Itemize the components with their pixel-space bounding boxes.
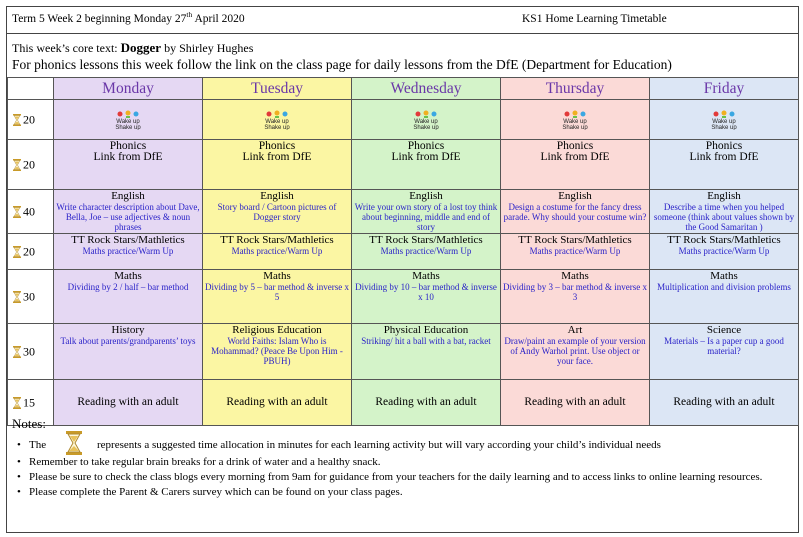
time-minutes: 20 xyxy=(23,244,35,258)
lesson-description: Dividing by 5 – bar method & inverse x 5 xyxy=(205,282,349,302)
lesson-subject: Physical Education xyxy=(383,324,469,336)
note-item: • Please complete the Parent & Carers survey which can be found on your class pages. xyxy=(17,485,787,500)
svg-text:Wake up: Wake up xyxy=(116,118,140,125)
lesson-cell xyxy=(203,324,352,380)
lesson-subject: English xyxy=(558,190,592,202)
lesson-cell xyxy=(650,234,799,270)
lesson-cell xyxy=(650,100,799,140)
lesson-cell xyxy=(501,140,650,190)
lesson-subject: Phonics xyxy=(705,140,743,152)
lesson-description: Design a costume for the fancy dress parade. Why should your costume win? xyxy=(503,202,647,222)
time-allocation-cell xyxy=(8,234,54,270)
lesson-description: Write character description about Dave, Bella, Joe – use adjectives & noun phrases xyxy=(56,202,200,232)
lesson-subject: TT Rock Stars/Mathletics xyxy=(220,234,334,246)
lesson-cell xyxy=(54,190,203,234)
hourglass-icon xyxy=(12,158,22,172)
notes-title: Notes: xyxy=(12,416,46,431)
lesson-description: Link from DfE xyxy=(391,151,461,163)
lesson-subject: Maths xyxy=(412,270,440,282)
svg-text:Shake up: Shake up xyxy=(115,124,141,130)
lesson-subject: English xyxy=(111,190,145,202)
wake-up-shake-up-logo xyxy=(555,110,595,130)
time-allocation-cell xyxy=(8,100,54,140)
ks1-title: KS1 Home Learning Timetable xyxy=(522,13,667,25)
lesson-description: Dividing by 3 – bar method & inverse x 3 xyxy=(503,282,647,302)
lesson-cell xyxy=(650,270,799,324)
header-row xyxy=(7,7,798,34)
lesson-description: Link from DfE xyxy=(689,151,759,163)
corner-cell xyxy=(8,78,54,100)
lesson-description: Link from DfE xyxy=(242,151,312,163)
time-minutes: 15 xyxy=(23,395,35,409)
hourglass-icon xyxy=(63,431,85,455)
lesson-cell xyxy=(54,324,203,380)
lesson-subject: Science xyxy=(706,324,742,336)
note-item: • Remember to take regular brain breaks for a drink of water and a healthy snack. xyxy=(17,455,787,470)
lesson-cell: Reading with an adult xyxy=(352,380,501,426)
note-item: • Please be sure to check the class blogs every morning from 9am for guidance from your teachers for the daily learning and to access links to online learning resources. xyxy=(17,470,787,485)
lesson-cell xyxy=(203,270,352,324)
lesson-cell xyxy=(501,190,650,234)
lesson-cell: Reading with an adult xyxy=(501,380,650,426)
lesson-cell xyxy=(650,324,799,380)
lesson-description: Describe a time when you helped someone (think about values shown by the Good Samaritan ) xyxy=(653,202,795,232)
time-allocation-cell xyxy=(8,270,54,324)
lesson-cell: Reading with an adult xyxy=(54,380,203,426)
time-minutes: 30 xyxy=(23,289,35,303)
timetable-row xyxy=(8,100,799,140)
lesson-subject: TT Rock Stars/Mathletics xyxy=(518,234,632,246)
lesson-subject: Phonics xyxy=(556,140,594,152)
lesson-description: Story board / Cartoon pictures of Dogger story xyxy=(217,202,337,222)
lesson-subject: Religious Education xyxy=(232,324,322,336)
lesson-description: Multiplication and division problems xyxy=(657,282,791,292)
lesson-subject: Maths xyxy=(561,270,589,282)
lesson-subject: TT Rock Stars/Mathletics xyxy=(667,234,781,246)
svg-text:Shake up: Shake up xyxy=(562,124,588,130)
time-minutes: 30 xyxy=(23,344,35,358)
lesson-cell xyxy=(501,234,650,270)
hourglass-icon xyxy=(12,113,22,127)
svg-text:Shake up: Shake up xyxy=(711,124,737,130)
lesson-description: Maths practice/Warm Up xyxy=(82,246,174,256)
time-allocation-cell xyxy=(8,140,54,190)
core-text-title: Dogger xyxy=(120,40,162,55)
lesson-cell xyxy=(352,190,501,234)
lesson-cell xyxy=(352,140,501,190)
timetable-row xyxy=(8,190,799,234)
hourglass-icon xyxy=(12,290,22,304)
timetable-row xyxy=(8,140,799,190)
lesson-cell xyxy=(203,234,352,270)
phonics-note: For phonics lessons this week follow the link on the class page for daily lessons from the DfE (Department for Education) xyxy=(12,57,672,72)
time-minutes: 40 xyxy=(23,204,35,218)
lesson-cell xyxy=(54,270,203,324)
time-allocation-cell xyxy=(8,324,54,380)
wake-up-shake-up-logo xyxy=(704,110,744,130)
lesson-description: Maths practice/Warm Up xyxy=(529,246,621,256)
time-minutes: 20 xyxy=(23,157,35,171)
svg-text:Wake up: Wake up xyxy=(712,118,736,125)
svg-text:Shake up: Shake up xyxy=(413,124,439,130)
timetable-row xyxy=(8,380,799,426)
lesson-description: Dividing by 2 / half – bar method xyxy=(67,282,189,292)
lesson-cell: Reading with an adult xyxy=(203,380,352,426)
lesson-description: Talk about parents/grandparents’ toys xyxy=(60,336,196,346)
lesson-subject: Maths xyxy=(710,270,738,282)
svg-text:Wake up: Wake up xyxy=(265,118,289,125)
lesson-cell xyxy=(54,100,203,140)
lesson-description: Link from DfE xyxy=(540,151,610,163)
lesson-cell xyxy=(650,190,799,234)
wake-up-shake-up-logo xyxy=(257,110,297,130)
lesson-cell xyxy=(352,270,501,324)
term-label: Term 5 Week 2 beginning Monday 27th April 2020 xyxy=(12,10,245,25)
lesson-cell xyxy=(352,100,501,140)
lesson-description: Materials – Is a paper cup a good material? xyxy=(664,336,784,356)
lesson-cell xyxy=(203,190,352,234)
hourglass-icon xyxy=(12,396,22,410)
lesson-cell xyxy=(352,324,501,380)
timetable-row xyxy=(8,270,799,324)
notes-list xyxy=(17,455,787,500)
day-heading-wednesday: Wednesday xyxy=(352,78,501,100)
lesson-subject: Phonics xyxy=(109,140,147,152)
wake-up-shake-up-logo xyxy=(108,110,148,130)
timetable-grid xyxy=(7,77,799,426)
svg-text:Shake up: Shake up xyxy=(264,124,290,130)
lesson-subject: English xyxy=(409,190,443,202)
lesson-subject: English xyxy=(260,190,294,202)
lesson-cell xyxy=(54,140,203,190)
time-allocation-cell xyxy=(8,190,54,234)
lesson-description: Dividing by 10 – bar method & inverse x 10 xyxy=(355,282,497,302)
lesson-description: World Faiths: Islam Who is Mohammad? (Peace Be Upon Him -PBUH) xyxy=(211,336,343,366)
lesson-subject: Maths xyxy=(114,270,142,282)
svg-text:Wake up: Wake up xyxy=(414,118,438,125)
lesson-subject: Art xyxy=(567,324,583,336)
day-heading-monday: Monday xyxy=(54,78,203,100)
lesson-cell xyxy=(203,100,352,140)
day-heading-thursday: Thursday xyxy=(501,78,650,100)
lesson-description: Link from DfE xyxy=(93,151,163,163)
lesson-cell xyxy=(352,234,501,270)
svg-text:Wake up: Wake up xyxy=(563,118,587,125)
lesson-description: Striking/ hit a ball with a bat, racket xyxy=(361,336,491,346)
lesson-cell xyxy=(501,270,650,324)
timetable-row xyxy=(8,324,799,380)
timetable-document: Term 5 Week 2 beginning Monday 27th April 2020 KS1 Home Learning Timetable This week’s core text: Dogger by Shirley Hughes For phonics lessons this week follow the link on the class page for daily lessons from the DfE (Department for Education) Monday Tuesday Wednesday Thursday Friday 20 Wake up Shake up Wake up Shake up Wake up Shake up Wake up Shake up Wake up Shake up 20 Phonics Link from DfE Phonics Link from DfE Phonics Link from DfE Phonics Link from DfE Phonics Link from DfE 40 English Write character description about Dave, Bella, Joe – use adjectives & noun phrases English Story board / Cartoon pictures of Dogger story English Write your own story of a lost toy think about beginning, middle and end of story English Design a costume for the fancy dress parade. Why should your costume win? English Describe a time when you helped someone (think about values shown by the Good Samaritan ) 20 TT Rock Stars/Mathletics Maths practice/Warm Up TT Rock Stars/Mathletics Maths practice/Warm Up TT Rock Stars/Mathletics Maths practice/Warm Up TT Rock Stars/Mathletics Maths practice/Warm Up TT Rock Stars/Mathletics Maths practice/Warm Up 30 Maths Dividing by 2 / half – bar method Maths Dividing by 5 – bar method & inverse x 5 Maths Dividing by 10 – bar method & inverse x 10 Maths Dividing by 3 – bar method & inverse x 3 Maths Multiplication and division problems 30 History Talk about parents/grandparents’ toys Religious Education World Faiths: Islam Who is Mohammad? (Peace Be Upon Him -PBUH) Physical Education Striking/ hit a ball with a bat, racket Art Draw/paint an example of your version of Andy Warhol print. Use object or your face. Science Materials – Is a paper cup a good material? 15 Reading with an adult Reading with an adult Reading with an adult Reading with an adult Reading with an adult Notes: • The represents a suggested time allocation in minutes for each learning activity but will vary according your child’s individual needs • Remember to take regular brain breaks for a drink of water and a healthy snack. • Please be sure to check the class blogs every morning from 9am for guidance from your teachers for the daily learning and to access links to online learning resources. • Please complete the Parent & Carers survey which can be found on your class pages. xyxy=(6,6,799,533)
time-minutes: 20 xyxy=(23,112,35,126)
day-heading-tuesday: Tuesday xyxy=(203,78,352,100)
hourglass-icon xyxy=(12,205,22,219)
lesson-subject: Phonics xyxy=(258,140,296,152)
day-heading-friday: Friday xyxy=(650,78,799,100)
core-text-line: This week’s core text: Dogger by Shirley Hughes xyxy=(12,40,254,55)
lesson-cell xyxy=(54,234,203,270)
lesson-subject: History xyxy=(111,324,145,336)
lesson-description: Draw/paint an example of your version of Andy Warhol print. Use object or your face. xyxy=(504,336,646,366)
lesson-description: Write your own story of a lost toy think about beginning, middle and end of story xyxy=(354,202,498,232)
lesson-cell xyxy=(501,324,650,380)
wake-up-shake-up-logo xyxy=(406,110,446,130)
lesson-subject: TT Rock Stars/Mathletics xyxy=(369,234,483,246)
lesson-cell: Reading with an adult xyxy=(650,380,799,426)
lesson-description: Maths practice/Warm Up xyxy=(231,246,323,256)
day-header-row xyxy=(8,78,799,100)
lesson-cell xyxy=(501,100,650,140)
lesson-subject: Phonics xyxy=(407,140,445,152)
lesson-description: Maths practice/Warm Up xyxy=(380,246,472,256)
lesson-description: Maths practice/Warm Up xyxy=(678,246,770,256)
lesson-subject: Maths xyxy=(263,270,291,282)
hourglass-icon xyxy=(12,245,22,259)
timetable-row xyxy=(8,234,799,270)
hourglass-icon xyxy=(12,345,22,359)
lesson-cell xyxy=(203,140,352,190)
lesson-subject: English xyxy=(707,190,741,202)
lesson-cell xyxy=(650,140,799,190)
lesson-subject: TT Rock Stars/Mathletics xyxy=(71,234,185,246)
